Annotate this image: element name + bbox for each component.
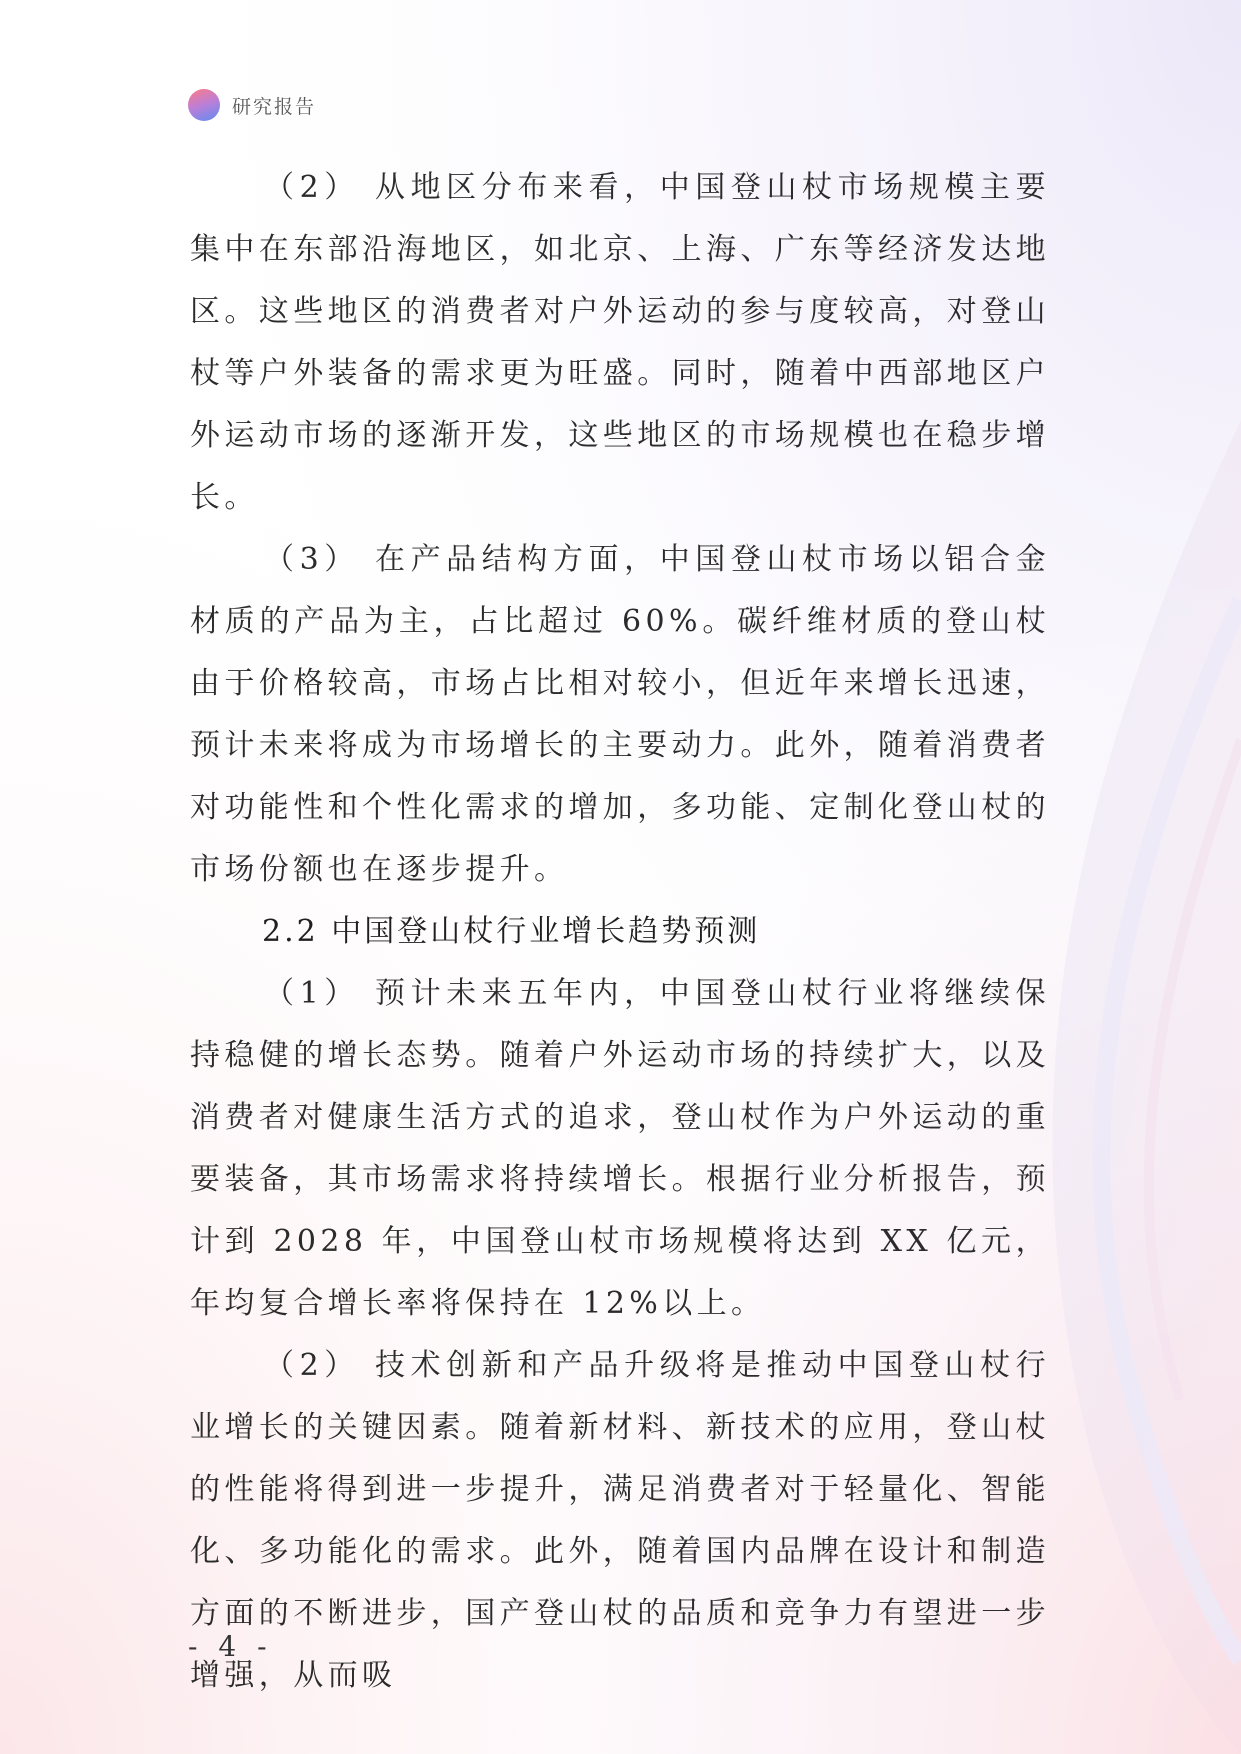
paragraph-growth-forecast: （1） 预计未来五年内，中国登山杖行业将继续保持稳健的增长态势。随着户外运动市场的持续扩大，以及消费者对健康生活方式的追求，登山杖作为户外运动的重要装备，其市场需求将持续增长。根据行业分析报告，预计到 2028 年，中国登山杖市场规模将达到 XX 亿元，年均复合增长率将保持在 12%以上。 xyxy=(190,976,1050,1321)
paragraph-tech-innovation: （2） 技术创新和产品升级将是推动中国登山杖行业增长的关键因素。随着新材料、新技术的应用，登山杖的性能将得到进一步提升，满足消费者对于轻量化、智能化、多功能化的需求。此外，随着国内品牌在设计和制造方面的不断进步，国产登山杖的品质和竞争力有望进一步增强，从而吸 xyxy=(190,1348,1050,1693)
section-heading: 2.2 中国登山杖行业增长趋势预测 xyxy=(262,914,761,949)
header-title: 研究报告 xyxy=(232,95,317,118)
logo-circle-icon xyxy=(188,89,220,121)
document-header xyxy=(188,88,316,122)
document-body xyxy=(190,157,1050,1707)
page-number: - 4 - xyxy=(188,1630,273,1663)
paragraph-region-distribution: （2） 从地区分布来看，中国登山杖市场规模主要集中在东部沿海地区，如北京、上海、广东等经济发达地区。这些地区的消费者对户外运动的参与度较高，对登山杖等户外装备的需求更为旺盛。同时，随着中西部地区户外运动市场的逐渐开发，这些地区的市场规模也在稳步增长。 xyxy=(190,170,1050,515)
paragraph-product-structure: （3） 在产品结构方面，中国登山杖市场以铝合金材质的产品为主，占比超过 60%。碳纤维材质的登山杖由于价格较高，市场占比相对较小，但近年来增长迅速，预计未来将成为市场增长的主要动力。此外，随着消费者对功能性和个性化需求的增加，多功能、定制化登山杖的市场份额也在逐步提升。 xyxy=(190,542,1050,887)
